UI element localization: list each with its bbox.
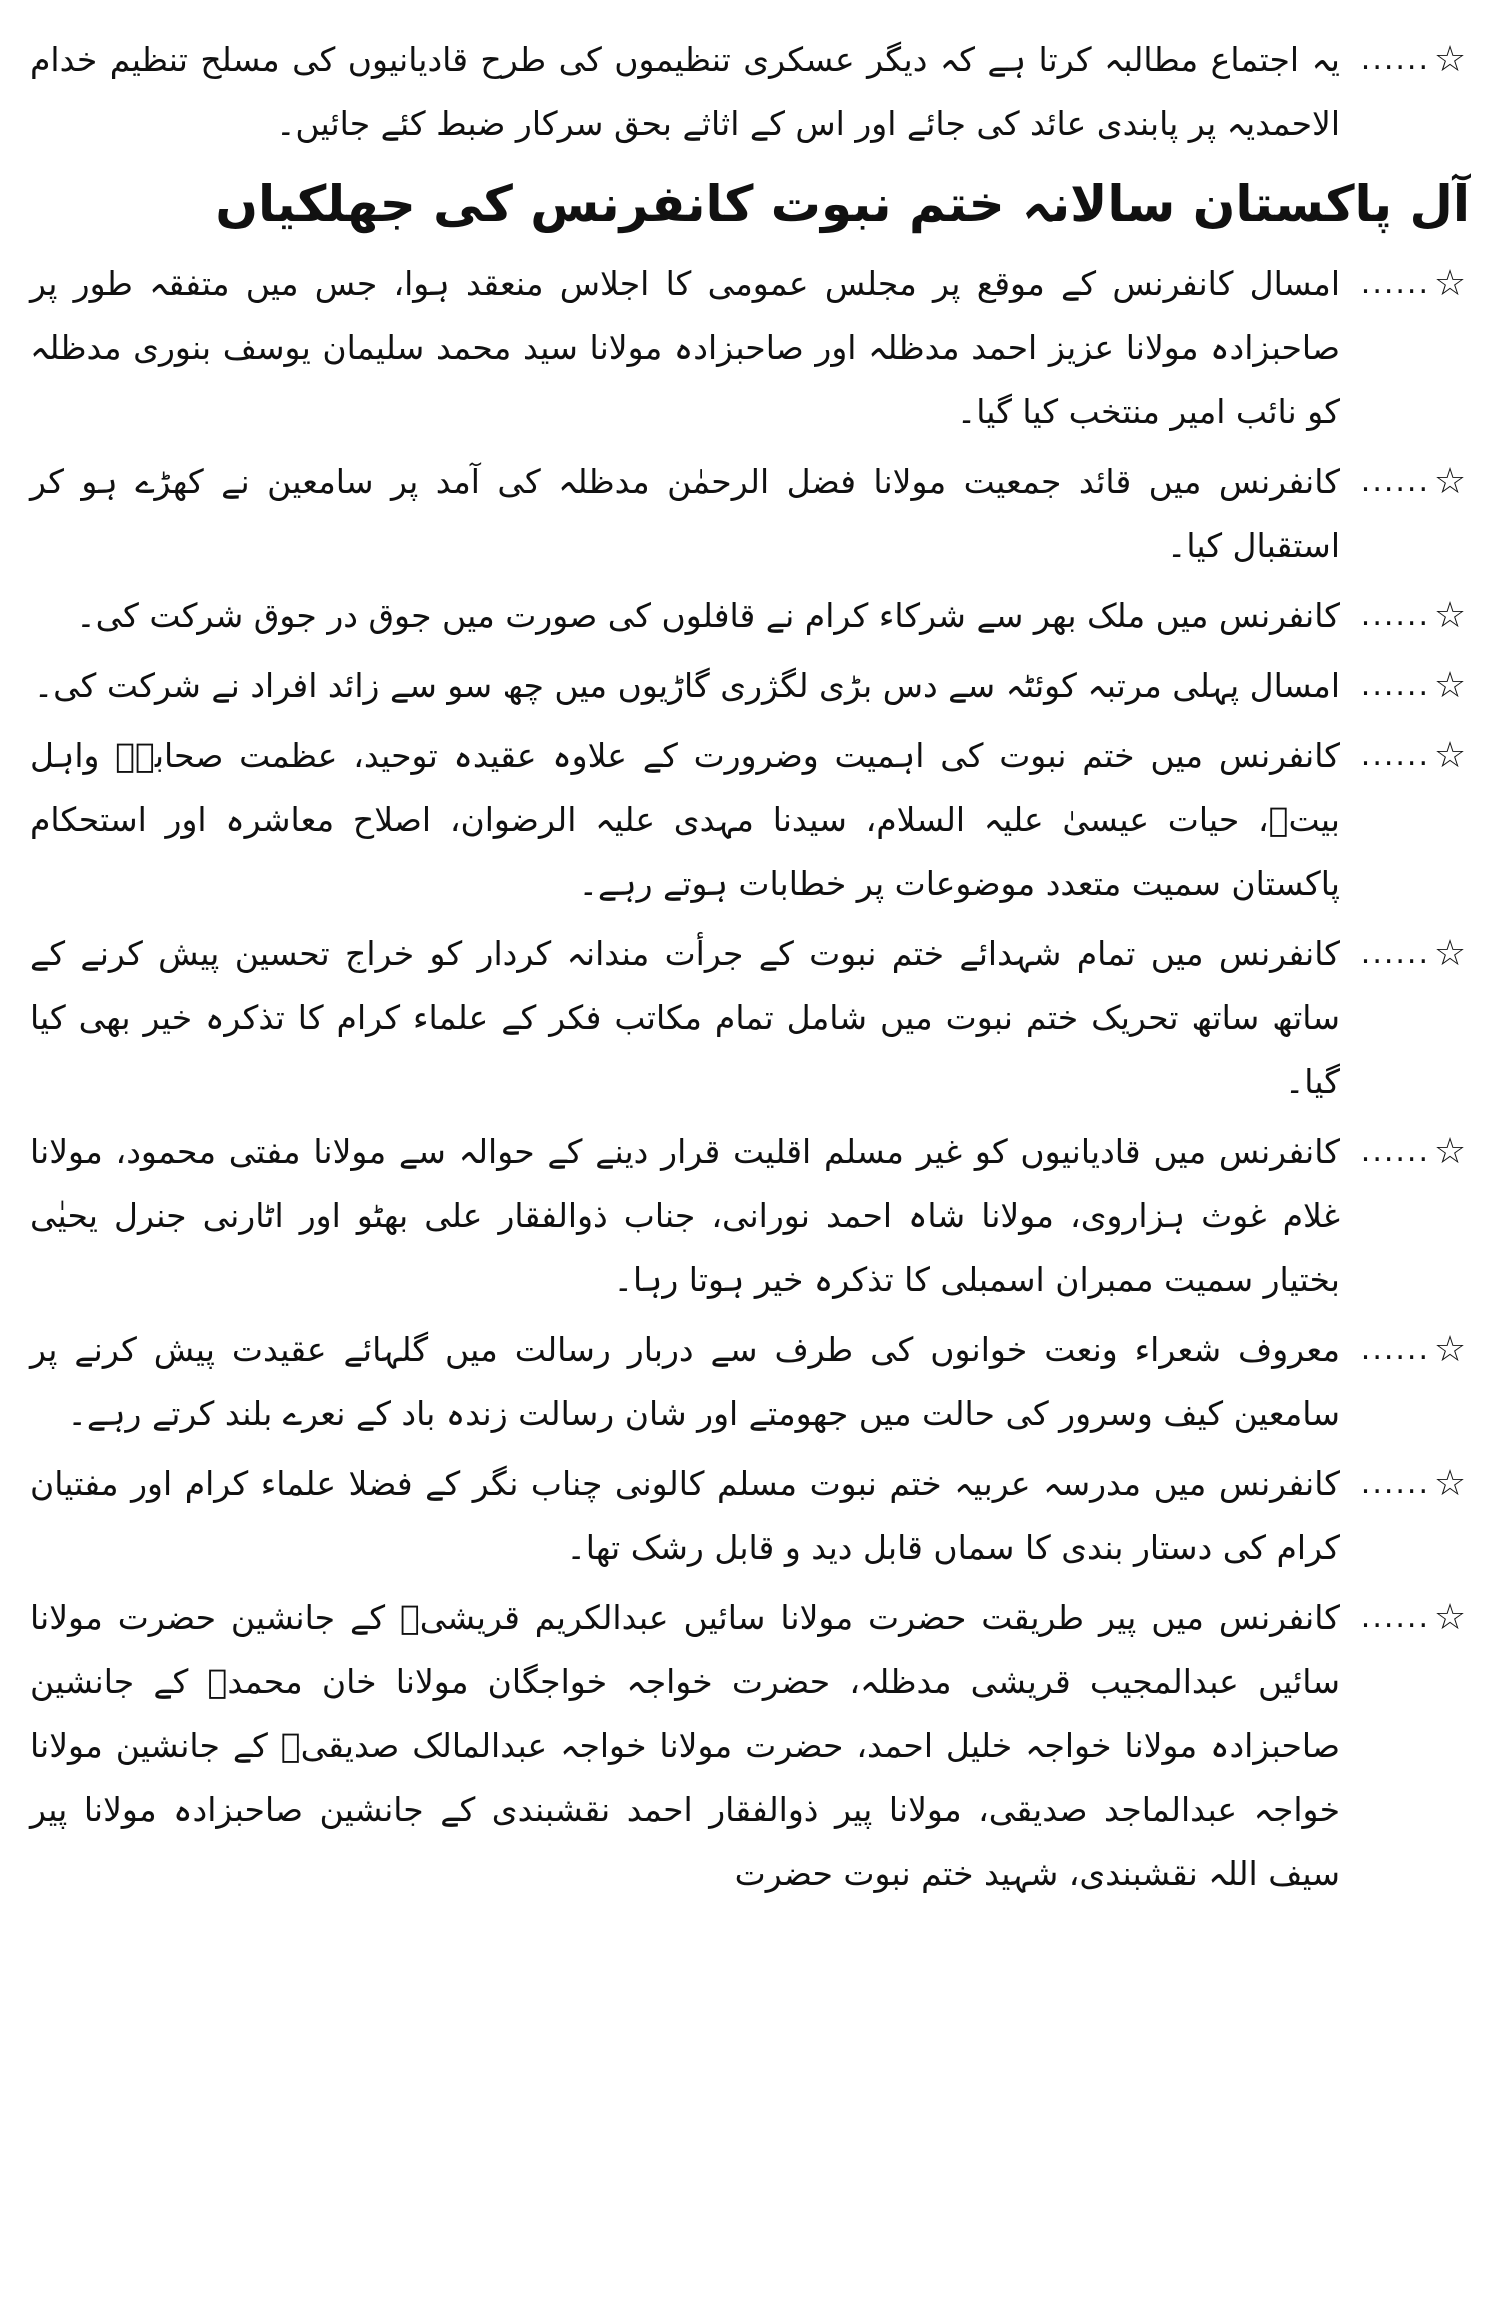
list-item xyxy=(30,1120,1470,1312)
item-text: معروف شعراء ونعت خوانوں کی طرف سے دربار رسالت میں گلہائے عقیدت پیش کرنے پر سامعین کیف وسرور کی حالت میں جھومتے اور شان رسالت زندہ باد کے نعرے بلند کرتے رہے۔ xyxy=(30,1330,1340,1433)
star-icon: ☆ xyxy=(1433,1131,1467,1172)
bullet-dots: ...... xyxy=(1360,1134,1430,1169)
star-icon: ☆ xyxy=(1433,39,1467,80)
item-text: یہ اجتماع مطالبہ کرتا ہے کہ دیگر عسکری تنظیموں کی طرح قادیانیوں کی مسلح تنظیم خدام الاحمدیہ پر پابندی عائد کی جائے اور اس کے اثاثے بحق سرکار ضبط کئے جائیں۔ xyxy=(30,40,1340,143)
bullet-marker xyxy=(1345,1586,1470,1650)
bullet-dots: ...... xyxy=(1360,266,1430,301)
bullet-dots: ...... xyxy=(1360,936,1430,971)
bullet-dots: ...... xyxy=(1360,668,1430,703)
list-item xyxy=(30,584,1470,648)
bullet-marker xyxy=(1345,1318,1470,1382)
section-heading: آل پاکستان سالانہ ختم نبوت کانفرنس کی جھلکیاں xyxy=(215,175,1470,233)
bullet-marker xyxy=(1345,28,1470,92)
bullet-marker xyxy=(1345,584,1470,648)
star-icon: ☆ xyxy=(1433,1329,1467,1370)
bullet-dots: ...... xyxy=(1360,598,1430,633)
item-text: کانفرنس میں تمام شہدائے ختم نبوت کے جرأت مندانہ کردار کو خراج تحسین پیش کرنے کے ساتھ ساتھ تحریک ختم نبوت میں شامل تمام مکاتب فکر کے علماء کرام کا تذکرہ خیر بھی کیا گیا۔ xyxy=(30,934,1340,1101)
bullet-marker xyxy=(1345,1452,1470,1516)
bullet-marker xyxy=(1345,724,1470,788)
bullet-marker xyxy=(1345,1120,1470,1184)
bullet-marker xyxy=(1345,450,1470,514)
bullet-dots: ...... xyxy=(1360,1600,1430,1635)
star-icon: ☆ xyxy=(1433,735,1467,776)
bullet-marker xyxy=(1345,922,1470,986)
list-item xyxy=(30,1318,1470,1446)
list-item xyxy=(30,450,1470,578)
bullet-dots: ...... xyxy=(1360,42,1430,77)
list-item xyxy=(30,1586,1470,1906)
star-icon: ☆ xyxy=(1433,263,1467,304)
star-icon: ☆ xyxy=(1433,461,1467,502)
item-text: کانفرنس میں ملک بھر سے شرکاء کرام نے قافلوں کی صورت میں جوق در جوق شرکت کی۔ xyxy=(76,596,1340,635)
list-item xyxy=(30,922,1470,1114)
item-text: کانفرنس میں ختم نبوت کی اہمیت وضرورت کے علاوہ عقیدہ توحید، عظمت صحابہؓ واہل بیتؓ، حیات عیسیٰ علیہ السلام، سیدنا مہدی علیہ الرضوان، اصلاح معاشرہ اور استحکام پاکستان سمیت متعدد موضوعات پر خطابات ہوتے رہے۔ xyxy=(30,736,1340,903)
item-text: کانفرنس میں پیر طریقت حضرت مولانا سائیں عبدالکریم قریشیؒ کے جانشین حضرت مولانا سائیں عبدالمجیب قریشی مدظلہ، حضرت خواجہ خواجگان مولانا خان محمدؒ کے جانشین صاحبزادہ مولانا خواجہ خلیل احمد، حضرت مولانا خواجہ عبدالمالک صدیقیؒ کے جانشین مولانا خواجہ عبدالماجد صدیقی، مولانا پیر ذوالفقار احمد نقشبندی کے جانشین صاحبزادہ مولانا پیر سیف اللہ نقشبندی، شہید ختم نبوت حضرت xyxy=(30,1598,1340,1893)
item-text: کانفرنس میں قائد جمعیت مولانا فضل الرحمٰن مدظلہ کی آمد پر سامعین نے کھڑے ہو کر استقبال کیا۔ xyxy=(30,462,1340,565)
bullet-dots: ...... xyxy=(1360,1332,1430,1367)
star-icon: ☆ xyxy=(1433,595,1467,636)
star-icon: ☆ xyxy=(1433,933,1467,974)
list-item xyxy=(30,252,1470,444)
list-item-intro xyxy=(30,28,1470,156)
bullet-marker xyxy=(1345,654,1470,718)
list-item xyxy=(30,724,1470,916)
item-text: امسال پہلی مرتبہ کوئٹہ سے دس بڑی لگژری گاڑیوں میں چھ سو سے زائد افراد نے شرکت کی۔ xyxy=(33,666,1340,705)
star-icon: ☆ xyxy=(1433,1463,1467,1504)
item-text: امسال کانفرنس کے موقع پر مجلس عمومی کا اجلاس منعقد ہوا، جس میں متفقہ طور پر صاحبزادہ مولانا عزیز احمد مدظلہ اور صاحبزادہ مولانا سید محمد سلیمان یوسف بنوری مدظلہ کو نائب امیر منتخب کیا گیا۔ xyxy=(30,264,1340,431)
bullet-dots: ...... xyxy=(1360,464,1430,499)
star-icon: ☆ xyxy=(1433,665,1467,706)
star-icon: ☆ xyxy=(1433,1597,1467,1638)
bullet-dots: ...... xyxy=(1360,738,1430,773)
bullet-marker xyxy=(1345,252,1470,316)
bullet-dots: ...... xyxy=(1360,1466,1430,1501)
item-text: کانفرنس میں قادیانیوں کو غیر مسلم اقلیت قرار دینے کے حوالہ سے مولانا مفتی محمود، مولانا غلام غوث ہزاروی، مولانا شاہ احمد نورانی، جناب ذوالفقار علی بھٹو اور اٹارنی جنرل یحیٰی بختیار سمیت ممبران اسمبلی کا تذکرہ خیر ہوتا رہا۔ xyxy=(30,1132,1340,1299)
list-item xyxy=(30,654,1470,718)
item-text: کانفرنس میں مدرسہ عربیہ ختم نبوت مسلم کالونی چناب نگر کے فضلا علماء کرام اور مفتیان کرام کی دستار بندی کا سماں قابل دید و قابل رشک تھا۔ xyxy=(30,1464,1340,1567)
list-item xyxy=(30,1452,1470,1580)
